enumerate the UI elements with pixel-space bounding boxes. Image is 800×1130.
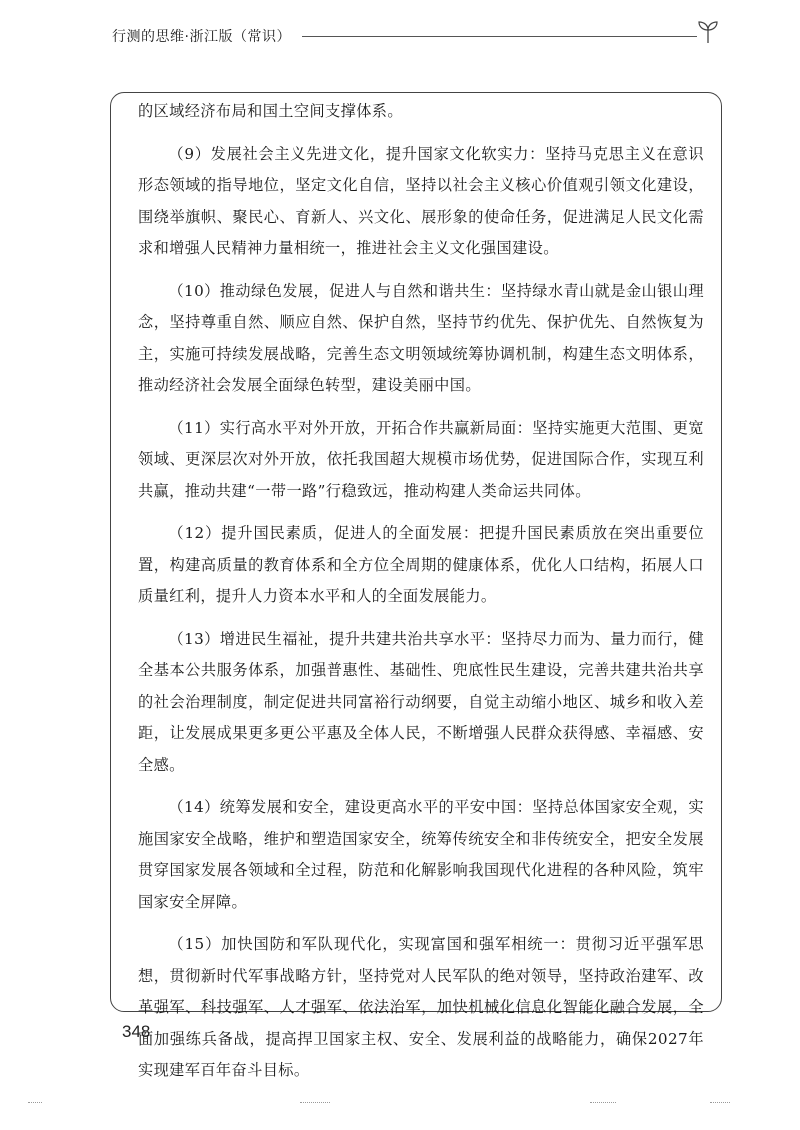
scan-artifact	[710, 1102, 730, 1105]
scan-artifact	[28, 1102, 42, 1105]
sprout-icon	[697, 20, 719, 44]
paragraph-continuation: 的区域经济布局和国土空间支撑体系。	[138, 102, 403, 120]
header-rule	[302, 36, 697, 37]
paragraph-item-13: （13）增进民生福祉，提升共建共治共享水平：坚持尽力而为、量力而行，健全基本公共服务体系，加强普惠性、基础性、兜底性民生建设，完善共建共治共享的社会治理制度，制定促进共同富裕行动纲要，自觉主动缩小地区、城乡和收入差距，让发展成果更多更公平惠及全体人民，不断增强人民群众获得感、幸福感、安全感。	[138, 629, 704, 774]
body-text	[138, 96, 704, 1098]
paragraph-item-10: （10）推动绿色发展，促进人与自然和谐共生：坚持绿水青山就是金山银山理念，坚持尊重自然、顺应自然、保护自然，坚持节约优先、保护优先、自然恢复为主，实施可持续发展战略，完善生态文明领域统筹协调机制，构建生态文明体系，推动经济社会发展全面绿色转型，建设美丽中国。	[138, 281, 704, 394]
paragraph-item-12: （12）提升国民素质，促进人的全面发展：把提升国民素质放在突出重要位置，构建高质量的教育体系和全方位全周期的健康体系，优化人口结构，拓展人口质量红利，提升人力资本水平和人的全面发展能力。	[138, 524, 704, 605]
scan-artifact	[590, 1102, 616, 1105]
running-header-title: 行测的思维·浙江版（常识）	[112, 29, 291, 45]
paragraph-item-14: （14）统筹发展和安全，建设更高水平的平安中国：坚持总体国家安全观，实施国家安全战略，维护和塑造国家安全，统筹传统安全和非传统安全，把安全发展贯穿国家发展各领域和全过程，防范和化解影响我国现代化进程的各种风险，筑牢国家安全屏障。	[138, 798, 704, 911]
running-header	[112, 26, 712, 48]
paragraph-item-15: （15）加快国防和军队现代化，实现富国和强军相统一：贯彻习近平强军思想，贯彻新时代军事战略方针，坚持党对人民军队的绝对领导，坚持政治建军、改革强军、科技强军、人才强军、依法治军，加快机械化信息化智能化融合发展，全面加强练兵备战，提高捍卫国家主权、安全、发展利益的战略能力，确保2027年实现建军百年奋斗目标。	[138, 935, 704, 1079]
page-number: 348	[122, 1022, 151, 1041]
scan-artifact	[300, 1102, 330, 1105]
paragraph-item-11: （11）实行高水平对外开放，开拓合作共赢新局面：坚持实施更大范围、更宽领域、更深层次对外开放，依托我国超大规模市场优势，促进国际合作，实现互利共赢，推动共建“一带一路”行稳致远，推动构建人类命运共同体。	[138, 418, 704, 500]
paragraph-item-9: （9）发展社会主义先进文化，提升国家文化软实力：坚持马克思主义在意识形态领域的指导地位，坚定文化自信，坚持以社会主义核心价值观引领文化建设，围绕举旗帜、聚民心、育新人、兴文化、展形象的使命任务，促进满足人民文化需求和增强人民精神力量相统一，推进社会主义文化强国建设。	[138, 144, 704, 257]
